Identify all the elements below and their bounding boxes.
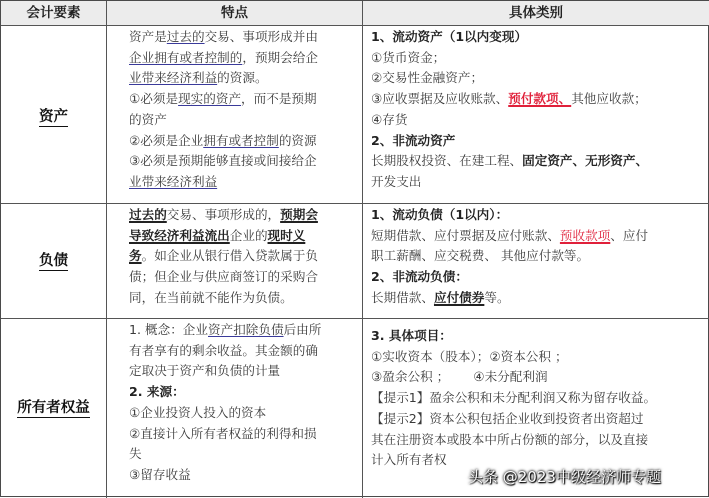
category-assets: 资产 xyxy=(39,109,68,125)
column-divider xyxy=(362,1,363,498)
liabilities-features: 过去的交易、事项形成的，预期会 导致经济利益流出企业的现时义 务。如企业从银行借入贷款属于负 债；但企业与供应商签订的采购合 同，在当前就不能作为负债。 xyxy=(129,207,318,305)
assets-types: 1、流动资产（1以内变现） ①货币资金； ②交易性金融资产； ③应收票据及应收账款、预付款项、其他应收款； ④存货 2、非流动资产 长期股权投资、在建工程、固定资产、无形资产、 开发支出 xyxy=(371,29,649,189)
row-divider xyxy=(1,318,709,319)
row-divider xyxy=(1,203,709,204)
header-types: 具体类别 xyxy=(363,1,709,26)
row-divider xyxy=(1,25,709,26)
assets-features: 资产是过去的交易、事项形成并由 企业拥有或者控制的，预期会给企 业带来经济利益的资源。 ①必须是现实的资产，而不是预期 的资产 ②必须是企业拥有或者控制的资源 ③必须是预期能够直接或间接给企 业带来经济利益 xyxy=(129,29,318,189)
category-liabilities: 负债 xyxy=(39,253,68,269)
liabilities-types: 1、流动负债（1以内）： 短期借款、应付票据及应付账款、预收款项、应付 职工薪酬、应交税费、 其他应付款等。 2、非流动负债： 长期借款、应付债券等。 xyxy=(371,207,649,305)
equity-types: 3. 具体项目： ①实收资本（股本）；②资本公积 ； ③盈余公积 ； ④未分配利润 【提示1】盈余公积和未分配利润又称为留存收益。 【提示2】资本公积包括企业收到投资者出资超过 其在注册资本或股本中所占份额的部分，以及直接 计入所有者权 xyxy=(371,328,657,468)
equity-features: 1. 概念：企业资产扣除负债后由所 有者享有的剩余收益。其金额的确 定取决于资产和负债的计量 2. 来源： ①企业投资人投入的资本 ②直接计入所有者权益的利得和损 失 ③留存收益 xyxy=(129,322,322,482)
header-element: 会计要素 xyxy=(1,1,106,26)
category-equity: 所有者权益 xyxy=(17,400,90,416)
header-features: 特点 xyxy=(107,1,362,26)
watermark: 头条 @2023中级经济师专题 xyxy=(468,468,661,486)
column-divider xyxy=(106,1,107,498)
